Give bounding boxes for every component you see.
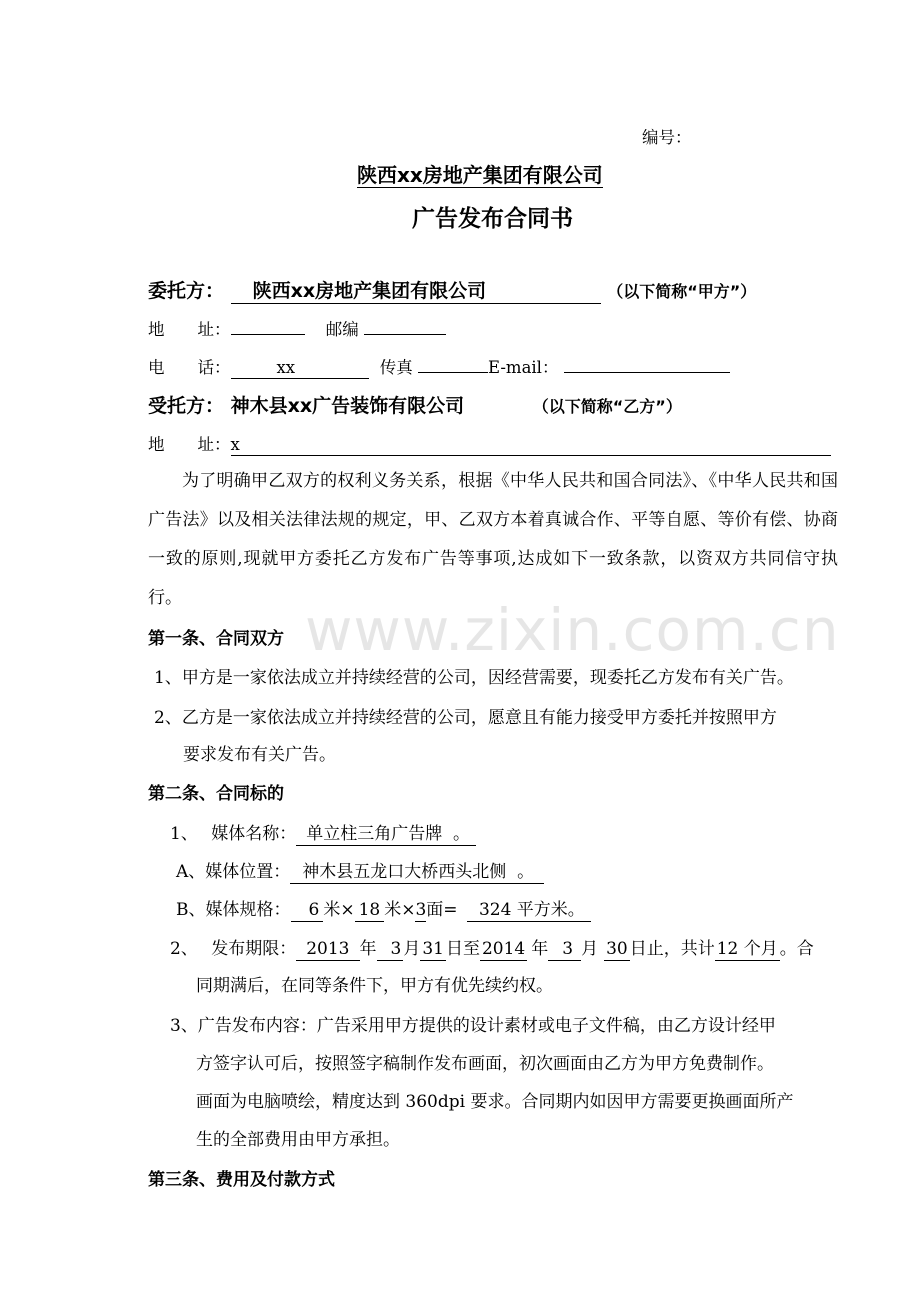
intro-paragraph: 为了明确甲乙双方的权利义务关系，根据《中华人民共和国合同法》、《中华人民共和国广告法》以及相关法律法规的规定，甲、乙双方本着真诚合作、平等自愿、等价有偿、协商一致的原则,现就甲方委托乙方发布广告等事项,达成如下一致条款，以资双方共同信守执行。 bbox=[148, 471, 838, 608]
article-1-heading: 第一条、合同双方 bbox=[148, 629, 284, 649]
period-tail: 。合 bbox=[779, 939, 814, 959]
start-day: 31 bbox=[422, 939, 444, 959]
party-b-name: 神木县xx广告装饰有限公司 bbox=[230, 395, 465, 417]
start-month: 3 bbox=[377, 940, 404, 961]
month-1: 月 bbox=[403, 939, 421, 959]
party-a-phone-value: xx bbox=[231, 359, 369, 379]
party-b-row bbox=[148, 391, 682, 418]
start-year: 2013 bbox=[296, 940, 359, 961]
spec-height: 18 bbox=[355, 901, 385, 922]
media-name-text: 单立柱三角广告牌 bbox=[306, 824, 443, 844]
spec-unit-3: 面= bbox=[426, 900, 458, 920]
party-a-phone-label: 电 话： bbox=[148, 358, 231, 377]
serial-number-label: 编号： bbox=[642, 128, 692, 147]
party-a-name: 陕西xx房地产集团有限公司 bbox=[231, 281, 601, 304]
media-position-row bbox=[176, 857, 544, 884]
watermark: www.zixin.com.cn bbox=[305, 596, 840, 664]
period-label: 发布期限： bbox=[211, 939, 297, 959]
content-line-3: 画面为电脑喷绘，精度达到 360dpi 要求。合同期内如因甲方需要更换画面所产 bbox=[196, 1092, 794, 1112]
period-row bbox=[170, 934, 814, 961]
party-a-label: 委托方： bbox=[148, 280, 225, 302]
party-b-abbr: （以下简称“乙方”） bbox=[532, 397, 682, 416]
party-a-postcode-label: 邮编 bbox=[325, 320, 359, 339]
media-name-value bbox=[296, 825, 476, 846]
day-end: 日止，共计 bbox=[629, 939, 715, 959]
company-title: 陕西xx房地产集团有限公司 bbox=[357, 163, 603, 187]
end-year: 2014 bbox=[481, 939, 526, 959]
day-to: 日至 bbox=[445, 939, 480, 959]
party-a-row bbox=[148, 276, 756, 304]
party-a-email-label: E-mail： bbox=[488, 358, 559, 377]
content-line-1: 3、广告发布内容：广告采用甲方提供的设计素材或电子文件稿，由乙方设计经甲 bbox=[170, 1016, 776, 1036]
document-title: 广告发布合同书 bbox=[412, 206, 573, 232]
party-b-address-value: x bbox=[231, 436, 831, 456]
total-months: 12 个月 bbox=[716, 939, 778, 959]
year-2: 年 bbox=[531, 939, 549, 959]
article-1-item-1: 1、甲方是一家依法成立并持续经营的公司，因经营需要，现委托乙方发布有关广告。 bbox=[154, 668, 794, 688]
party-a-email-field bbox=[564, 354, 730, 373]
article-2-heading: 第二条、合同标的 bbox=[148, 784, 284, 804]
spec-total: 324 平方米。 bbox=[467, 901, 591, 922]
content-line-4: 生的全部费用由甲方承担。 bbox=[196, 1130, 400, 1150]
spec-unit-1: 米× bbox=[323, 900, 355, 920]
spec-unit-2: 米× bbox=[384, 900, 416, 920]
article-1-item-2-line-1: 2、乙方是一家依法成立并持续经营的公司，愿意且有能力接受甲方委托并按照甲方 bbox=[154, 708, 777, 728]
party-b-address-label: 地 址： bbox=[148, 435, 231, 454]
party-a-address-row bbox=[148, 316, 446, 340]
article-1-item-2-line-2: 要求发布有关广告。 bbox=[183, 745, 336, 765]
month-2: 月 bbox=[581, 939, 599, 959]
media-position-label: A、媒体位置： bbox=[176, 862, 291, 882]
spec-faces: 3 bbox=[415, 900, 427, 920]
party-a-address-field bbox=[231, 316, 305, 335]
end-day: 30 bbox=[606, 939, 628, 959]
party-b-label: 受托方： bbox=[148, 395, 225, 417]
end-month: 3 bbox=[548, 940, 581, 961]
content-line-2: 方签字认可后，按照签字稿制作发布画面，初次画面由乙方为甲方免费制作。 bbox=[196, 1054, 774, 1074]
year-1: 年 bbox=[359, 939, 377, 959]
party-a-contact-row bbox=[148, 354, 730, 379]
article-3-heading: 第三条、费用及付款方式 bbox=[148, 1170, 335, 1190]
spec-width: 6 bbox=[291, 901, 324, 922]
media-name-row bbox=[170, 819, 476, 846]
period-number: 2、 bbox=[170, 939, 198, 959]
party-a-address-label: 地 址： bbox=[148, 320, 231, 339]
media-number: 1、 bbox=[170, 824, 198, 844]
period-line-2: 同期满后，在同等条件下，甲方有优先续约权。 bbox=[196, 976, 553, 996]
media-position-end: 。 bbox=[517, 862, 535, 882]
party-a-postcode-field bbox=[364, 316, 446, 335]
media-position-text: 神木县五龙口大桥西头北侧 bbox=[302, 862, 507, 882]
party-a-fax-field bbox=[418, 354, 488, 373]
media-position-value bbox=[290, 863, 544, 884]
media-name-label: 媒体名称： bbox=[211, 824, 297, 844]
media-spec-row bbox=[176, 895, 591, 922]
party-a-fax-label: 传真 bbox=[379, 358, 413, 377]
party-b-address-row bbox=[148, 431, 831, 456]
party-a-abbr: （以下简称“甲方”） bbox=[607, 282, 757, 301]
media-name-end: 。 bbox=[453, 824, 471, 844]
media-spec-label: B、媒体规格： bbox=[176, 900, 291, 920]
